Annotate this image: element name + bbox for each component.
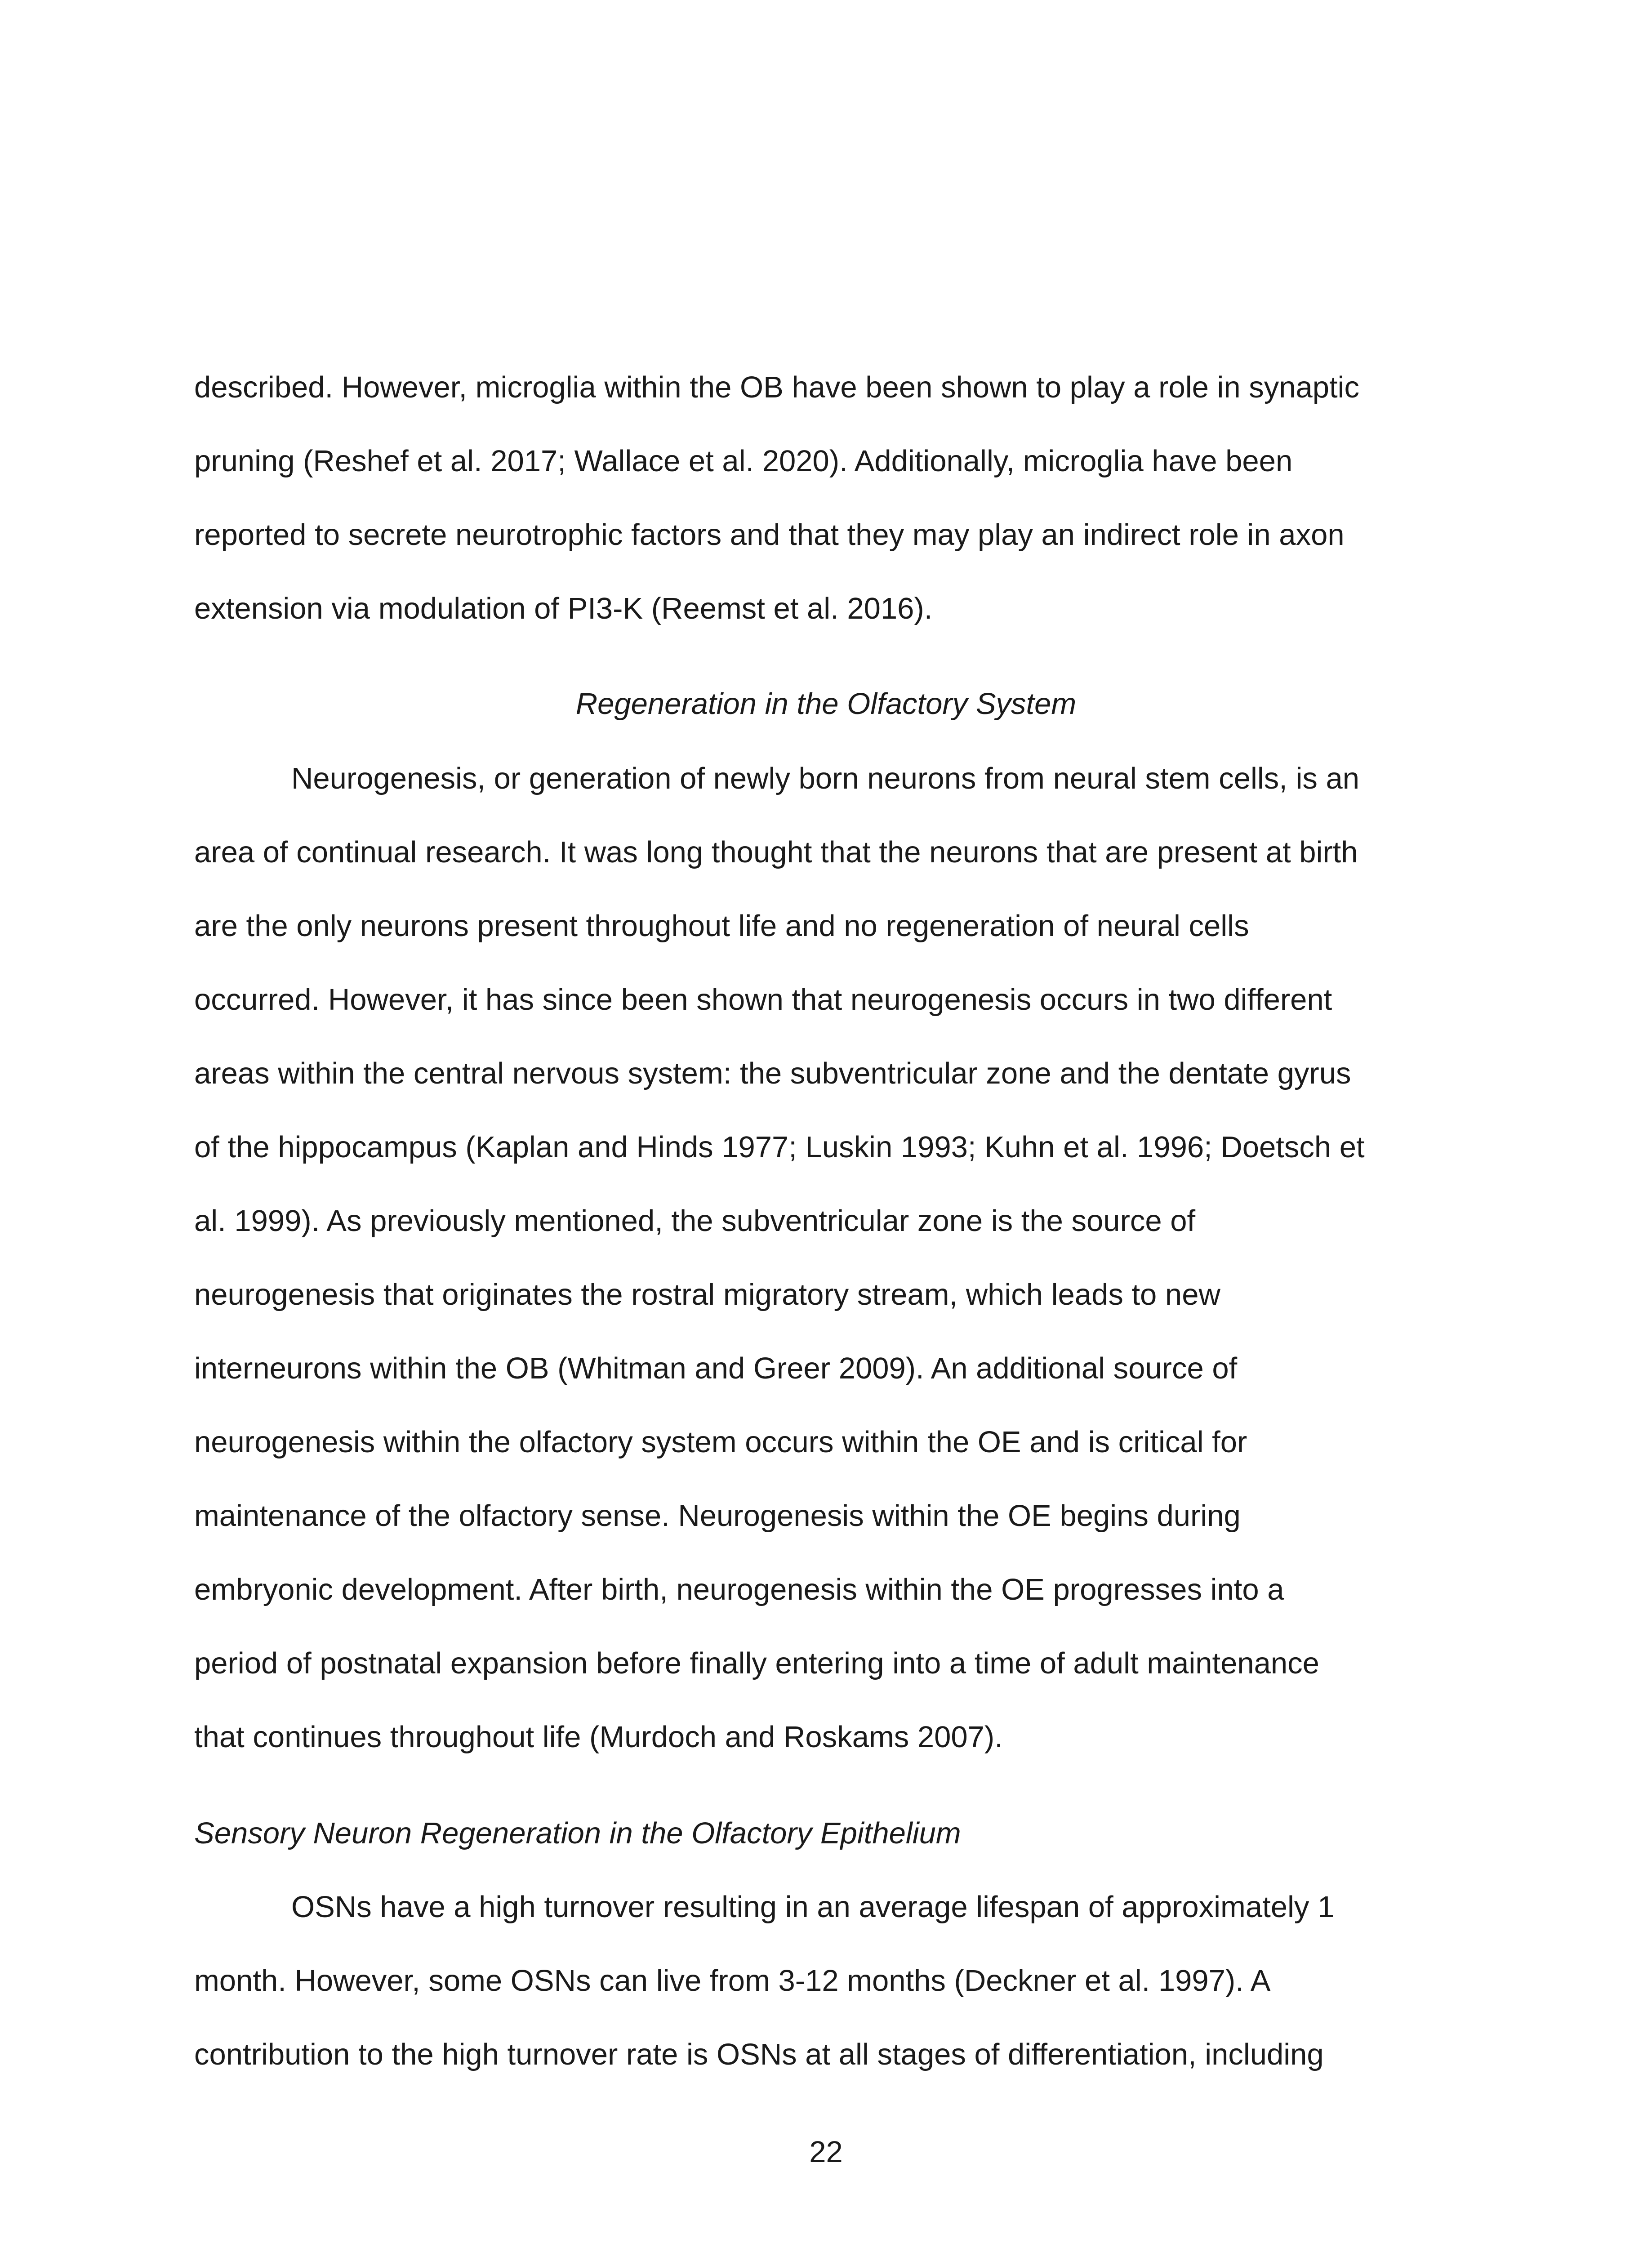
- text-line: described. However, microglia within the OB have been shown to play a role in synaptic: [194, 370, 1360, 404]
- text-line: neurogenesis that originates the rostral migratory stream, which leads to new: [194, 1278, 1220, 1311]
- page-number: 22: [809, 2135, 843, 2169]
- text-line: are the only neurons present throughout life and no regeneration of neural cells: [194, 909, 1249, 943]
- text-line: neurogenesis within the olfactory system occurs within the OE and is critical for: [194, 1425, 1247, 1459]
- text-line: occurred. However, it has since been shown that neurogenesis occurs in two different: [194, 983, 1332, 1017]
- text-line: that continues throughout life (Murdoch and Roskams 2007).: [194, 1720, 1003, 1754]
- text-line: embryonic development. After birth, neurogenesis within the OE progresses into a: [194, 1573, 1284, 1606]
- text-line: reported to secrete neurotrophic factors and that they may play an indirect role in axon: [194, 518, 1345, 552]
- text-line: contribution to the high turnover rate is OSNs at all stages of differentiation, including: [194, 2038, 1324, 2071]
- subsection-heading: Sensory Neuron Regeneration in the Olfactory Epithelium: [194, 1816, 961, 1850]
- section-heading: Regeneration in the Olfactory System: [575, 687, 1077, 721]
- text-line: areas within the central nervous system: the subventricular zone and the dentate gyrus: [194, 1057, 1351, 1090]
- text-line: month. However, some OSNs can live from 3-12 months (Deckner et al. 1997). A: [194, 1964, 1271, 1998]
- text-line: area of continual research. It was long thought that the neurons that are present at birth: [194, 835, 1358, 869]
- text-line: pruning (Reshef et al. 2017; Wallace et al. 2020). Additionally, microglia have been: [194, 444, 1293, 478]
- text-line: of the hippocampus (Kaplan and Hinds 1977; Luskin 1993; Kuhn et al. 1996; Doetsch et: [194, 1130, 1365, 1164]
- text-line: extension via modulation of PI3-K (Reemst et al. 2016).: [194, 592, 933, 625]
- text-line: Neurogenesis, or generation of newly born neurons from neural stem cells, is an: [291, 762, 1360, 795]
- text-line: al. 1999). As previously mentioned, the subventricular zone is the source of: [194, 1204, 1196, 1238]
- text-line: period of postnatal expansion before finally entering into a time of adult maintenance: [194, 1646, 1319, 1680]
- text-line: maintenance of the olfactory sense. Neurogenesis within the OE begins during: [194, 1499, 1241, 1533]
- text-line: interneurons within the OB (Whitman and Greer 2009). An additional source of: [194, 1351, 1238, 1385]
- text-line: OSNs have a high turnover resulting in an average lifespan of approximately 1: [291, 1890, 1335, 1924]
